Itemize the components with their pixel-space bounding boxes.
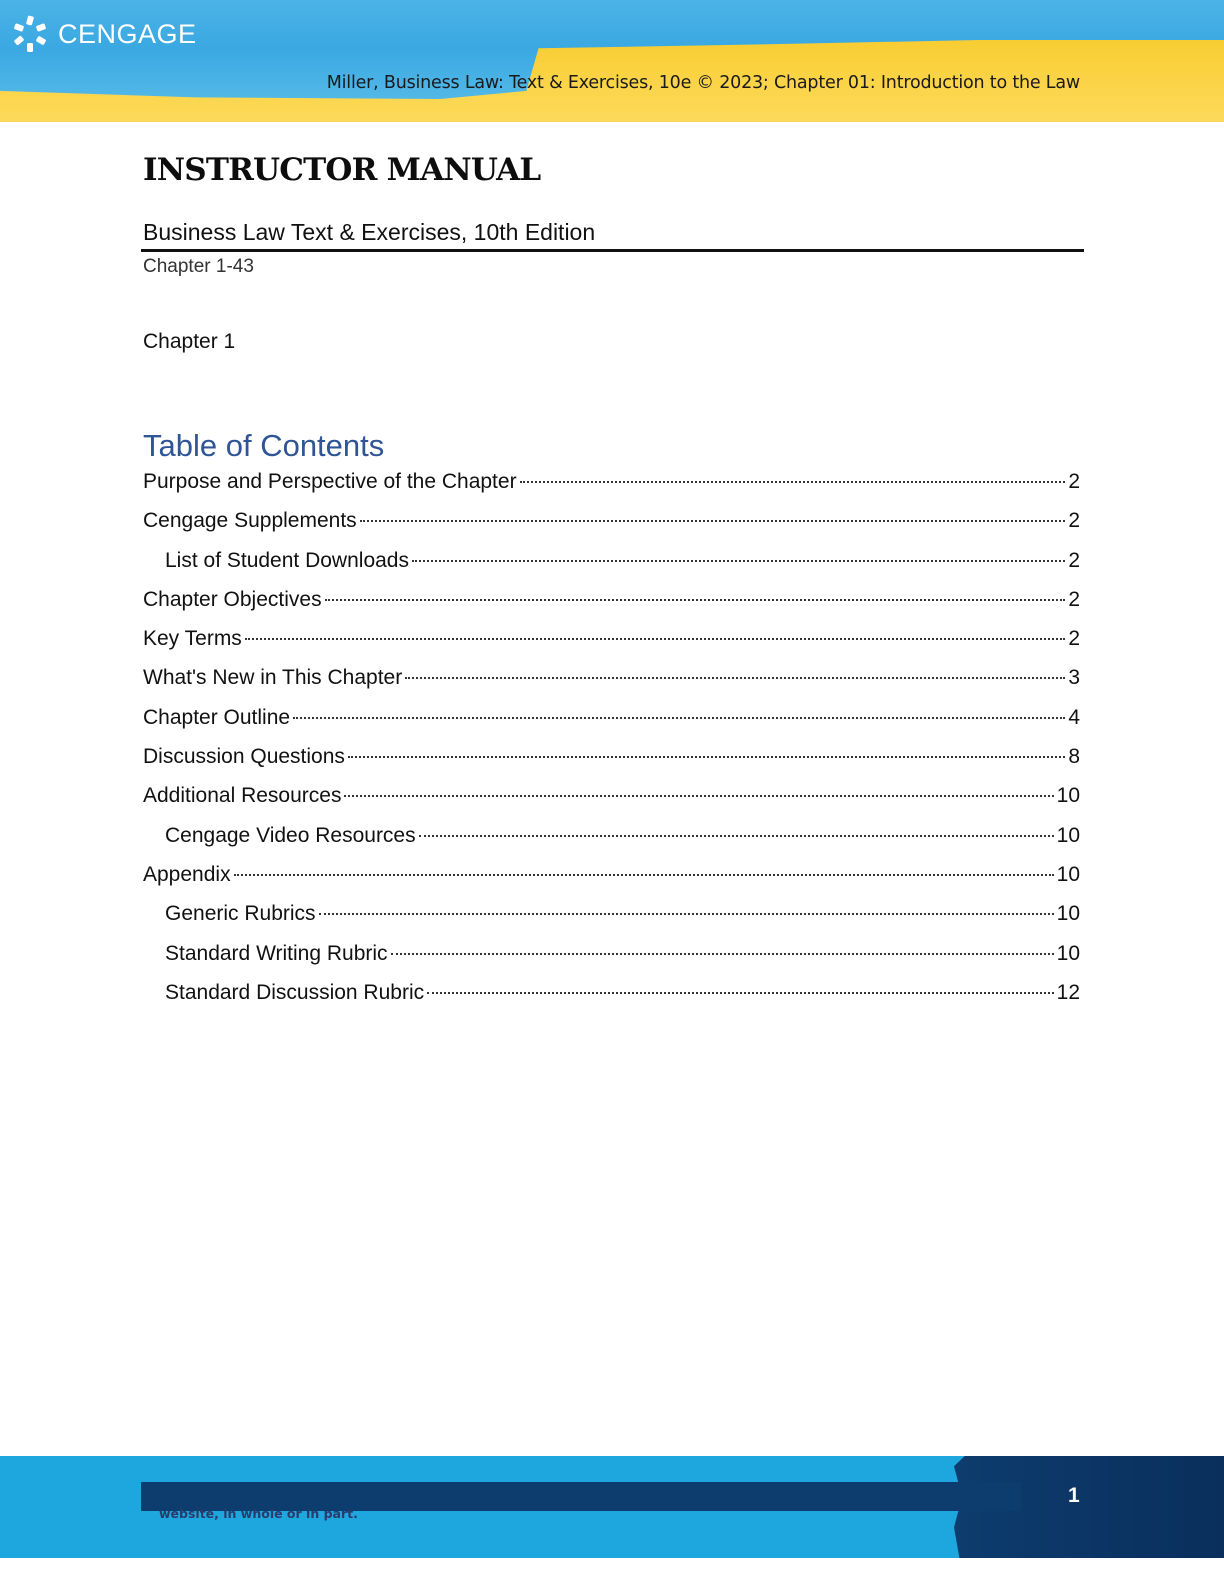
page-bottom-margin xyxy=(0,1558,1224,1584)
page-number: 1 xyxy=(1068,1484,1080,1507)
toc-entry-label: Chapter Objectives xyxy=(143,587,322,611)
toc-entry-page: 3 xyxy=(1068,666,1080,690)
toc-entry-label: Purpose and Perspective of the Chapter xyxy=(143,470,517,493)
toc-entry-label: Generic Rubrics xyxy=(165,902,316,926)
toc-entry-page: 10 xyxy=(1056,902,1080,926)
logo-wordmark: CENGAGE xyxy=(58,18,197,49)
header-banner xyxy=(0,0,1224,122)
toc-dot-leader xyxy=(405,677,1065,679)
toc-entry[interactable] xyxy=(143,505,1080,544)
toc-entry[interactable] xyxy=(143,898,1080,937)
toc-entry-page: 2 xyxy=(1068,509,1080,533)
toc-entry-page: 4 xyxy=(1068,705,1080,729)
toc-entry-label: Appendix xyxy=(143,862,231,886)
toc-entry[interactable] xyxy=(143,741,1080,780)
chapter-range: Chapter 1-43 xyxy=(143,256,254,277)
toc-entry[interactable] xyxy=(143,545,1080,584)
banner-fade xyxy=(0,112,1224,122)
document-subtitle: Business Law Text & Exercises, 10th Edition xyxy=(143,219,596,245)
toc-entry[interactable] xyxy=(143,662,1080,701)
toc-entry[interactable] xyxy=(143,938,1080,977)
toc-entry-label: Chapter Outline xyxy=(143,705,291,729)
toc-dot-leader xyxy=(319,913,1054,915)
toc-entry[interactable] xyxy=(143,820,1080,859)
footer-banner xyxy=(0,1456,1224,1558)
toc-entry-label: Key Terms xyxy=(143,627,242,651)
toc-entry-label: Discussion Questions xyxy=(143,745,345,769)
copyright-notice: website, in whole or in part. xyxy=(159,1506,358,1521)
toc-entry-page: 10 xyxy=(1056,862,1080,886)
toc-entry-page: 10 xyxy=(1056,784,1080,808)
toc-entry[interactable] xyxy=(143,859,1080,898)
toc-entry[interactable] xyxy=(143,623,1080,662)
running-header: Miller, Business Law: Text & Exercises, 10e © 2023; Chapter 01: Introduction to the Law xyxy=(326,73,1080,93)
toc-entry-label: Cengage Supplements xyxy=(143,509,357,533)
toc-entry-page: 2 xyxy=(1068,627,1080,651)
toc-dot-leader xyxy=(325,599,1066,601)
toc-entry[interactable] xyxy=(143,584,1080,623)
toc-entry[interactable] xyxy=(143,702,1080,741)
toc-entry-page: 8 xyxy=(1068,745,1080,769)
toc-dot-leader xyxy=(344,795,1053,797)
toc-entry-page: 2 xyxy=(1068,470,1080,493)
toc-entry-page: 10 xyxy=(1056,941,1080,965)
toc-entry-page: 12 xyxy=(1056,980,1080,1004)
toc-dot-leader xyxy=(293,717,1065,719)
toc-heading: Table of Contents xyxy=(143,428,385,463)
table-of-contents xyxy=(143,466,1080,1016)
toc-dot-leader xyxy=(360,520,1066,522)
toc-entry[interactable] xyxy=(143,780,1080,819)
toc-entry-page: 10 xyxy=(1056,823,1080,847)
toc-entry-label: Additional Resources xyxy=(143,784,342,808)
toc-entry[interactable] xyxy=(143,977,1080,1016)
toc-entry-page: 2 xyxy=(1068,548,1080,572)
cengage-logo xyxy=(10,14,197,54)
toc-entry[interactable] xyxy=(143,466,1080,505)
toc-entry-label: Standard Writing Rubric xyxy=(165,941,388,965)
toc-entry-label: List of Student Downloads xyxy=(165,548,409,572)
toc-dot-leader xyxy=(234,874,1054,876)
toc-dot-leader xyxy=(412,560,1065,562)
toc-dot-leader xyxy=(419,835,1054,837)
toc-dot-leader xyxy=(348,756,1065,758)
toc-entry-label: Standard Discussion Rubric xyxy=(165,980,425,1004)
chapter-label: Chapter 1 xyxy=(143,330,236,353)
toc-entry-label: Cengage Video Resources xyxy=(165,823,416,847)
document-title: INSTRUCTOR MANUAL xyxy=(143,152,541,188)
title-divider xyxy=(141,249,1084,252)
toc-dot-leader xyxy=(427,992,1054,994)
toc-dot-leader xyxy=(391,953,1054,955)
toc-dot-leader xyxy=(245,638,1066,640)
cengage-logo-icon xyxy=(10,14,50,54)
toc-entry-page: 2 xyxy=(1068,587,1080,611)
toc-entry-label: What's New in This Chapter xyxy=(143,666,403,690)
toc-dot-leader xyxy=(520,481,1066,483)
